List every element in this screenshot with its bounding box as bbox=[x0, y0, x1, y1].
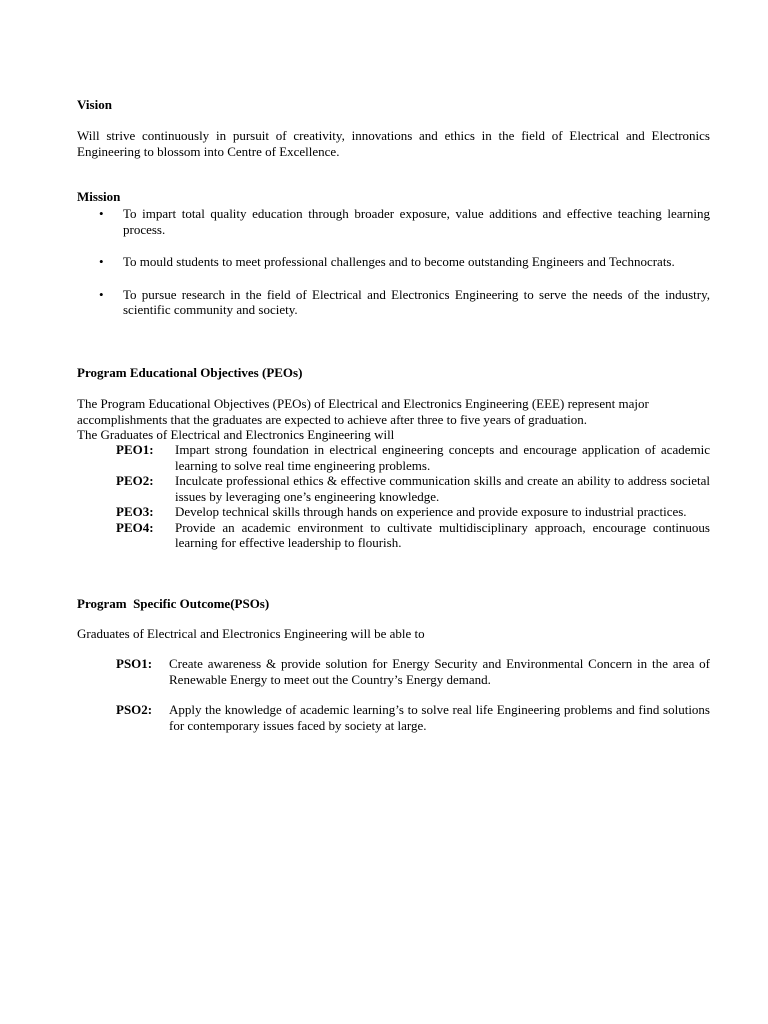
peo-label: PEO1: bbox=[116, 442, 154, 457]
pso-list bbox=[116, 656, 710, 748]
peo-text: Inculcate professional ethics & effective communication skills and create an ability to address societal issues by leveraging one’s engineering knowledge. bbox=[175, 473, 710, 504]
pso-label: PSO1: bbox=[116, 656, 153, 671]
peo-text: Provide an academic environment to cultivate multidisciplinary approach, encourage continuous learning for effective leadership to flourish. bbox=[175, 519, 710, 550]
pso-text: Apply the knowledge of academic learning’s to solve real life Engineering problems and find solutions for contemporary issues faced by society at large. bbox=[169, 702, 710, 733]
pso-text: Create awareness & provide solution for Energy Security and Environmental Concern in the area of Renewable Energy to meet out the Country’s Energy demand. bbox=[169, 656, 710, 687]
peo-label: PEO4: bbox=[116, 519, 154, 535]
mission-item-text: To mould students to meet professional challenges and to become outstanding Engineers and Technocrats. bbox=[123, 254, 675, 269]
peo-list bbox=[116, 442, 710, 551]
peo-item bbox=[116, 442, 710, 473]
peos-intro: The Program Educational Objectives (PEOs) of Electrical and Electronics Engineering (EEE) represent major accomplishments that the graduates are expected to achieve after three to five years of graduation. bbox=[77, 396, 649, 427]
peo-label: PEO3: bbox=[116, 504, 154, 519]
mission-item bbox=[77, 206, 710, 237]
peo-item bbox=[116, 473, 710, 504]
mission-list bbox=[77, 206, 710, 335]
bullet-icon: • bbox=[99, 286, 104, 302]
pso-item bbox=[116, 702, 710, 733]
pso-item bbox=[116, 656, 710, 687]
peos-heading: Program Educational Objectives (PEOs) bbox=[77, 365, 303, 380]
psos-heading: Program Specific Outcome(PSOs) bbox=[77, 596, 270, 611]
mission-item-text: To pursue research in the field of Electrical and Electronics Engineering to serve the needs of the industry, scientific community and society. bbox=[123, 286, 710, 317]
mission-item bbox=[77, 287, 710, 318]
peo-item bbox=[116, 504, 710, 520]
bullet-icon: • bbox=[99, 206, 104, 221]
bullet-icon: • bbox=[99, 254, 104, 269]
vision-heading: Vision bbox=[77, 97, 112, 112]
psos-intro: Graduates of Electrical and Electronics Engineering will be able to bbox=[77, 626, 425, 641]
vision-text: Will strive continuously in pursuit of creativity, innovations and ethics in the field of Electrical and Electronics Engineering to blossom into Centre of Excellence. bbox=[77, 128, 710, 159]
peo-text: Develop technical skills through hands on experience and provide exposure to industrial practices. bbox=[175, 504, 687, 519]
peo-item bbox=[116, 520, 710, 551]
mission-item bbox=[77, 254, 710, 270]
peo-text: Impart strong foundation in electrical engineering concepts and encourage application of academic learning to solve real time engineering problems. bbox=[175, 442, 710, 473]
mission-heading: Mission bbox=[77, 189, 121, 204]
peos-lead: The Graduates of Electrical and Electronics Engineering will bbox=[77, 427, 395, 442]
mission-item-text: To impart total quality education through broader exposure, value additions and effective teaching learning process. bbox=[123, 206, 710, 237]
pso-label: PSO2: bbox=[116, 702, 153, 717]
peo-label: PEO2: bbox=[116, 473, 154, 488]
